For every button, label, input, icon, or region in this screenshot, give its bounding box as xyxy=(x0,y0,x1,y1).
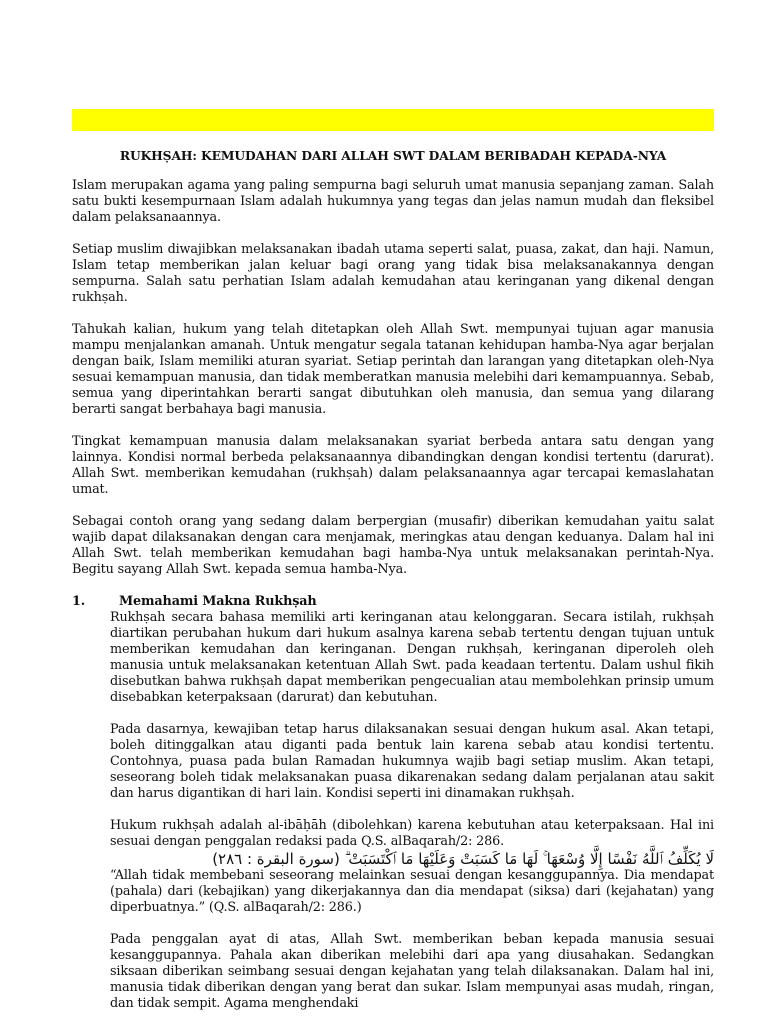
intro-paragraph-3: Tahukah kalian, hukum yang telah ditetapkan oleh Allah Swt. mempunyai tujuan agar manusia mampu menjalankan amanah. Untuk mengatur segala tatanan kehidupan hamba-Nya agar berjalan dengan baik, Islam memiliki aturan syariat. Setiap perintah dan larangan yang ditetapkan oleh-Nya sesuai kemampuan manusia, dan tidak memberatkan manusia melebihi dari kemampuannya. Sebab, semua yang diperintahkan berarti sangat dibutuhkan oleh manusia, dan semua yang dilarang berarti sangat berbahaya bagi manusia. xyxy=(72,322,714,417)
highlight-bar xyxy=(72,109,714,131)
verse-translation: “Allah tidak membebani seseorang melainkan sesuai dengan kesanggupannya. Dia mendapat (pahala) dari (kebajikan) yang dikerjakannya dan dia mendapat (siksa) dari (kejahatan) yang diperbuatnya.” (Q.S. alBaqarah/2: 286.) xyxy=(110,868,714,915)
intro-paragraph-4: Tingkat kemampuan manusia dalam melaksanakan syariat berbeda antara satu dengan yang lainnya. Kondisi normal berbeda pelaksanaannya dibandingkan dengan kondisi tertentu (darurat). Allah Swt. memberikan kemudahan (rukhṣah) dalam pelaksanaannya agar tercapai kemaslahatan umat. xyxy=(72,434,714,497)
intro-paragraph-5: Sebagai contoh orang yang sedang dalam berpergian (musafir) diberikan kemudahan yaitu salat wajib dapat dilaksanakan dengan cara menjamak, meringkas atau dengan keduanya. Dalam hal ini Allah Swt. telah memberikan kemudahan bagi hamba-Nya untuk melaksanakan perintah-Nya. Begitu sayang Allah Swt. kepada semua hamba-Nya. xyxy=(72,514,714,577)
section-paragraph-1: Rukhṣah secara bahasa memiliki arti keringanan atau kelonggaran. Secara istilah, rukhṣah diartikan perubahan hukum dari hukum asalnya karena sebab tertentu dengan tujuan untuk memberikan kemudahan dan keringanan. Dengan rukhṣah, keringanan diperoleh oleh manusia untuk melaksanakan ketentuan Allah Swt. pada keadaan tertentu. Dalam ushul fikih disebutkan bahwa rukhṣah dapat memberikan pengecualian atau membolehkan prinsip umum disebabkan keterpaksaan (darurat) dan kebutuhan. xyxy=(110,610,714,705)
document-body xyxy=(72,178,714,1028)
section-number: 1. xyxy=(72,594,86,609)
section-body xyxy=(110,610,714,1012)
arabic-verse: لَا يُكَلِّفُ ٱللَّهُ نَفْسًا إِلَّا وُسْعَهَا ۚ لَهَا مَا كَسَبَتْ وَعَلَيْهَا مَا ٱكْتَسَبَتْ ۗ (سورة البقرة : ٢٨٦) xyxy=(212,850,714,868)
section-paragraph-2: Pada dasarnya, kewajiban tetap harus dilaksanakan sesuai dengan hukum asal. Akan tetapi, boleh ditinggalkan atau diganti pada bentuk lain karena sebab atau kondisi tertentu. Contohnya, puasa pada bulan Ramadan hukumnya wajib bagi setiap muslim. Akan tetapi, seseorang boleh tidak melaksanakan puasa dikarenakan sedang dalam perjalanan atau sakit dan harus digantikan di hari lain. Kondisi seperti ini dinamakan rukhṣah. xyxy=(110,722,714,801)
quote-intro: Hukum rukhṣah adalah al-ibāḥāh (dibolehkan) karena kebutuhan atau keterpaksaan. Hal ini sesuai dengan penggalan redaksi pada Q.S. alBaqarah/2: 286. xyxy=(110,818,714,849)
section-title: Memahami Makna Rukhṣah xyxy=(119,594,317,609)
intro-paragraph-2: Setiap muslim diwajibkan melaksanakan ibadah utama seperti salat, puasa, zakat, dan haji. Namun, Islam tetap memberikan jalan keluar bagi orang yang tidak bisa melaksanakannya dengan sempurna. Salah satu perhatian Islam adalah kemudahan atau keringanan yang dikenal dengan rukhṣah. xyxy=(72,242,714,305)
closing-paragraph: Pada penggalan ayat di atas, Allah Swt. memberikan beban kepada manusia sesuai kesanggupannya. Pahala akan diberikan melebihi dari apa yang diusahakan. Sedangkan siksaan diberikan seimbang sesuai dengan kejahatan yang telah dilaksanakan. Dalam hal ini, manusia tidak diberikan dengan yang berat dan sukar. Islam mempunyai asas mudah, ringan, dan tidak sempit. Agama menghendaki xyxy=(110,932,714,1011)
document-title: RUKHṢAH: KEMUDAHAN DARI ALLAH SWT DALAM BERIBADAH KEPADA-NYA xyxy=(119,148,667,163)
intro-paragraph-1: Islam merupakan agama yang paling sempurna bagi seluruh umat manusia sepanjang zaman. Salah satu bukti kesempurnaan Islam adalah hukumnya yang tegas dan jelas namun mudah dan fleksibel dalam pelaksanaannya. xyxy=(72,178,714,225)
section-heading xyxy=(72,594,714,610)
